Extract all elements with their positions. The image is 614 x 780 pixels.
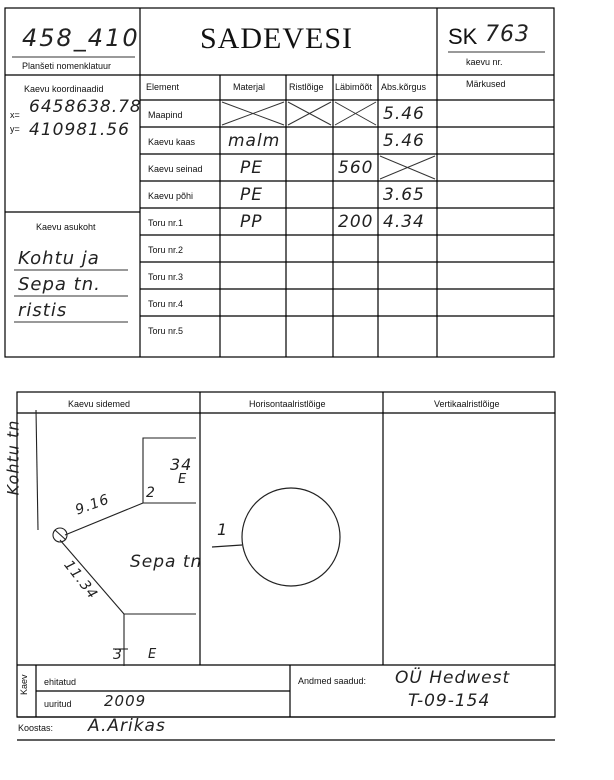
- ties-sketch: [36, 410, 196, 666]
- sketch-header-ties: Kaevu sidemed: [68, 399, 131, 409]
- coordinates-label: Kaevu koordinaadid: [24, 84, 104, 94]
- nomenclature-value: 458_410: [22, 24, 140, 52]
- building-1-sub: E: [178, 472, 188, 487]
- building-1-number: 34: [170, 455, 193, 474]
- distance-1-label: 9.16: [73, 491, 112, 519]
- toru1-labimoot: 200: [338, 212, 374, 232]
- row-label-toru-2: Toru nr.2: [148, 245, 184, 255]
- col-header-markused: Märkused: [466, 79, 506, 89]
- row-label-toru-1: Toru nr.1: [148, 218, 184, 228]
- col-header-element: Element: [146, 82, 180, 92]
- surveyed-value: 2009: [104, 692, 147, 710]
- col-header-abs-korgus: Abs.kõrgus: [381, 82, 427, 92]
- x-prefix: x=: [10, 110, 20, 120]
- building-2-sub: E: [148, 647, 158, 662]
- author-label: Koostas:: [18, 723, 54, 733]
- kaas-materjal: malm: [228, 131, 281, 151]
- location-label: Kaevu asukoht: [36, 222, 96, 232]
- corner-2-label: 3: [113, 647, 123, 663]
- row-label-toru-5: Toru nr.5: [148, 326, 184, 336]
- page-title: SADEVESI: [200, 22, 354, 55]
- seinad-materjal: PE: [240, 158, 263, 178]
- pohi-abs: 3.65: [383, 185, 425, 205]
- street-kohtu-label: Kohtu tn: [3, 419, 23, 496]
- location-line-3: ristis: [18, 300, 68, 321]
- pohi-materjal: PE: [240, 185, 263, 205]
- location-line-1: Kohtu ja: [18, 248, 100, 269]
- y-coordinate-value: 410981.56: [29, 120, 130, 140]
- row-label-kaevu-seinad: Kaevu seinad: [148, 164, 203, 174]
- street-sepa-label: Sepa tn: [130, 552, 203, 572]
- horizontal-section-drawing: [212, 488, 340, 586]
- data-source-value-1: OÜ Hedwest: [395, 668, 511, 688]
- kaevu-nr-value: 763: [485, 22, 530, 47]
- surveyed-label: uuritud: [44, 699, 72, 709]
- side-label-kaev: Kaev: [19, 674, 29, 695]
- data-source-value-2: T-09-154: [408, 691, 491, 711]
- kaevu-nr-label: kaevu nr.: [466, 57, 503, 67]
- built-label: ehitatud: [44, 677, 77, 687]
- author-value: A.Arikas: [88, 716, 166, 736]
- row-label-toru-4: Toru nr.4: [148, 299, 184, 309]
- distance-2-label: 11.34: [60, 557, 101, 603]
- location-line-2: Sepa tn.: [18, 274, 101, 295]
- kaevu-nr-prefix: SK: [448, 24, 478, 49]
- nomenclature-label: Planšeti nomenklatuur: [22, 61, 112, 71]
- col-header-ristloige: Ristlõige: [289, 82, 324, 92]
- seinad-labimoot: 560: [338, 158, 374, 178]
- corner-1-label: 2: [146, 485, 156, 501]
- col-header-materjal: Materjal: [233, 82, 266, 92]
- row-label-toru-3: Toru nr.3: [148, 272, 184, 282]
- kaas-abs: 5.46: [383, 131, 425, 151]
- col-header-labimoot: Läbimõõt: [335, 82, 373, 92]
- row-label-kaevu-pohi: Kaevu põhi: [148, 191, 194, 201]
- pipe-1-label: 1: [217, 520, 229, 539]
- row-label-kaevu-kaas: Kaevu kaas: [148, 137, 196, 147]
- data-source-label: Andmed saadud:: [298, 676, 367, 686]
- sketch-header-vertical: Vertikaalristlõige: [434, 399, 500, 409]
- toru1-abs: 4.34: [383, 212, 425, 232]
- x-coordinate-value: 6458638.78: [29, 97, 142, 117]
- maapind-abs: 5.46: [383, 104, 425, 124]
- row-label-maapind: Maapind: [148, 110, 183, 120]
- y-prefix: y=: [10, 124, 20, 134]
- sketch-header-horizontal: Horisontaalristlõige: [249, 399, 326, 409]
- toru1-materjal: PP: [240, 212, 263, 232]
